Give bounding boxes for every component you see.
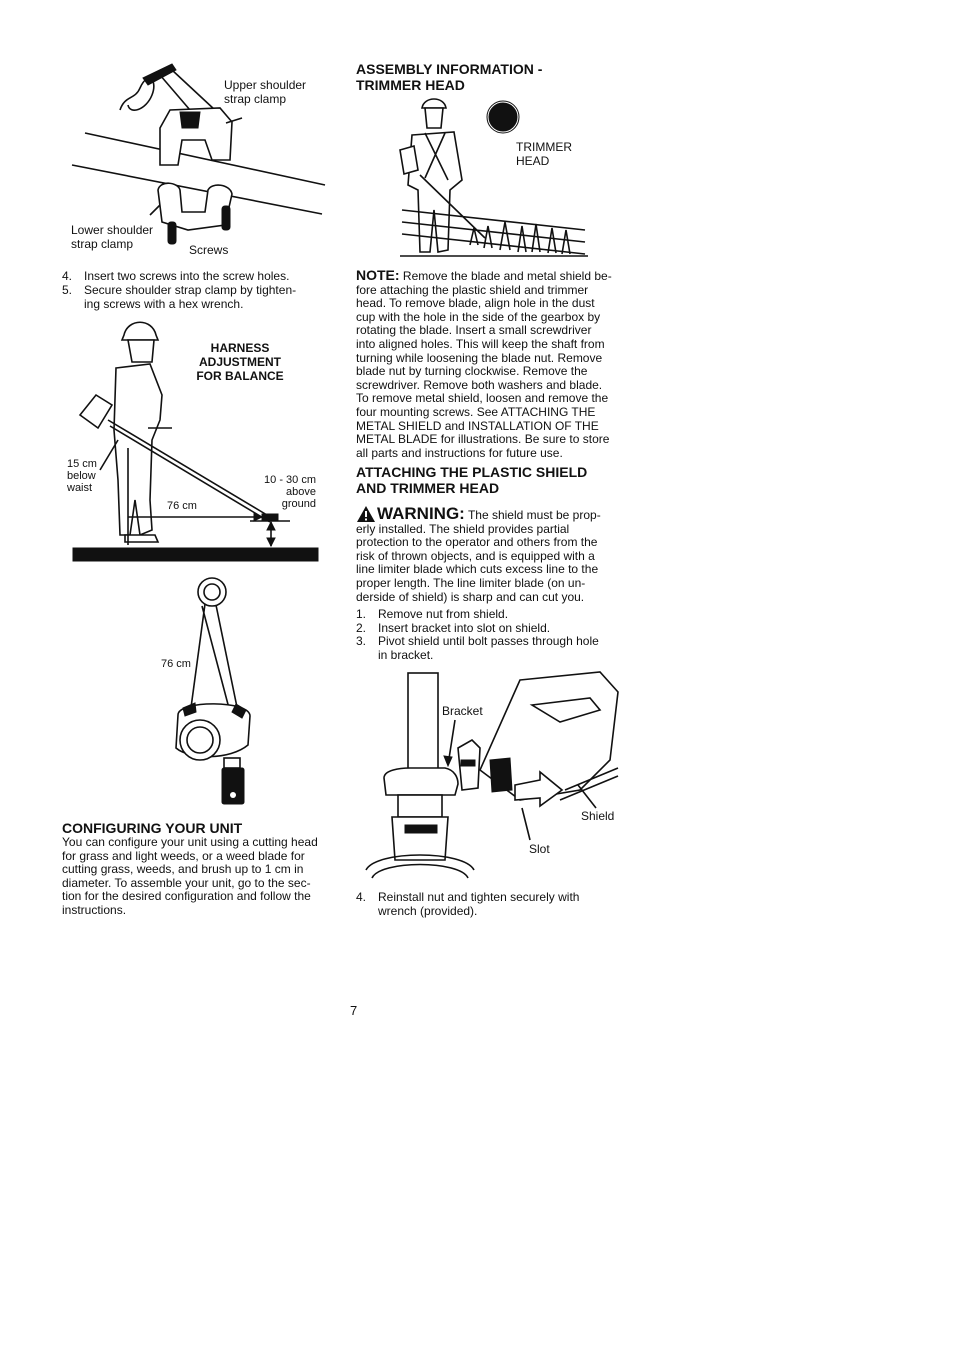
step-number: 1. — [356, 607, 367, 621]
configuring-line: tion for the desired configuration and follow the — [62, 889, 311, 904]
note-line: into aligned holes. This will keep the shaft from — [356, 336, 605, 351]
assembly-heading-line1: ASSEMBLY INFORMATION - — [356, 61, 543, 77]
attaching-heading-line1: ATTACHING THE PLASTIC SHIELD — [356, 464, 588, 480]
note-line: all parts and instructions for future use. — [356, 445, 563, 460]
step-text: Insert bracket into slot on shield. — [378, 621, 551, 635]
configuring-line: for grass and light weeds, or a weed blade for — [62, 848, 305, 863]
step-number: 2. — [356, 621, 367, 635]
note-label: NOTE: — [356, 267, 400, 283]
step-number: 5. — [62, 283, 73, 297]
lower-clamp-label-line1: Lower shoulder — [71, 223, 154, 237]
waist-label-line3: waist — [67, 482, 93, 494]
note-line: METAL SHIELD and INSTALLATION OF THE — [356, 418, 599, 433]
harness-title-line3: FOR BALANCE — [196, 369, 284, 383]
ground-label-line3: ground — [281, 498, 316, 510]
note-line: fore attaching the plastic shield and trimmer — [356, 282, 589, 297]
shield-step-4 — [356, 891, 620, 919]
ground-label-line2: above — [286, 486, 316, 498]
step-text: Insert two screws into the screw holes. — [84, 269, 290, 283]
step-text: Pivot shield until bolt passes through hole — [378, 634, 599, 648]
configuring-line: instructions. — [62, 902, 127, 917]
step-number: 4. — [62, 269, 73, 283]
warning-line: derside of shield) is sharp and can cut you. — [356, 589, 585, 604]
attaching-heading-line2: AND TRIMMER HEAD — [356, 480, 500, 496]
configuring-line: You can configure your unit using a cutting head — [62, 835, 318, 849]
note-line: head. To remove blade, align hole in the dust — [356, 296, 595, 311]
note-line: cup with the hole in the side of the gearbox by — [356, 309, 601, 324]
ground-label-line1: 10 - 30 cm — [264, 474, 316, 486]
harness-title-line2: ADJUSTMENT — [198, 355, 281, 369]
bracket-label: Bracket — [442, 704, 483, 718]
upper-clamp-label-line2: strap clamp — [224, 92, 287, 106]
step-text: Remove nut from shield. — [378, 607, 509, 621]
note-line: four mounting screws. See ATTACHING THE — [356, 404, 596, 419]
step-text: Reinstall nut and tighten securely with — [378, 890, 580, 904]
warning-label: WARNING: — [377, 504, 465, 523]
note-line: blade nut by turning clockwise. Remove the — [356, 364, 588, 379]
step-text-cont: ing screws with a hex wrench. — [84, 297, 244, 311]
warning-line: erly installed. The shield provides partial — [356, 521, 570, 536]
lower-clamp-label-line2: strap clamp — [71, 237, 134, 251]
shield-label: Shield — [581, 809, 615, 823]
step-text-cont: in bracket. — [378, 648, 434, 662]
warning-line: proper length. The line limiter blade (on un- — [356, 575, 586, 590]
configuring-line: cutting grass, weeds, and brush up to 1 cm in — [62, 862, 304, 877]
upper-clamp-label-line1: Upper shoulder — [224, 78, 307, 92]
screws-label: Screws — [189, 243, 229, 257]
note-line: rotating the blade. Insert a small screwdriver — [356, 323, 592, 338]
step-text: Secure shoulder strap clamp by tighten- — [84, 283, 297, 297]
configuring-line: diameter. To assemble your unit, go to the sec- — [62, 875, 311, 890]
harness-title-line1: HARNESS — [210, 341, 270, 355]
warning-line: risk of thrown objects, and is equipped with a — [356, 548, 595, 563]
configuring-heading: CONFIGURING YOUR UNIT — [62, 820, 243, 836]
top-view-distance-label: 76 cm — [161, 658, 191, 670]
warning-line: line limiter blade which cuts excess line to the — [356, 562, 599, 577]
trimmer-head-label-line1: TRIMMER — [516, 140, 572, 154]
page-number: 7 — [350, 1003, 358, 1018]
trimmer-head-label-line2: HEAD — [516, 154, 550, 168]
warning-line: protection to the operator and others from the — [356, 535, 598, 550]
waist-label-line1: 15 cm — [67, 458, 97, 470]
note-line: screwdriver. Remove both washers and blade. — [356, 377, 603, 392]
warning-line: The shield must be prop- — [467, 508, 601, 522]
note-line: turning while loosening the blade nut. Remove — [356, 350, 603, 365]
step-number: 3. — [356, 634, 367, 648]
step-text-cont: wrench (provided). — [378, 904, 478, 918]
assembly-heading-line2: TRIMMER HEAD — [356, 77, 465, 93]
note-line: METAL BLADE for illustrations. Be sure to store — [356, 432, 610, 447]
waist-label-line2: below — [67, 470, 96, 482]
note-line: Remove the blade and metal shield be- — [402, 269, 612, 283]
note-line: To remove metal shield, loosen and remove the — [356, 391, 609, 406]
slot-label: Slot — [529, 842, 550, 856]
step-number: 4. — [356, 890, 367, 904]
harness-distance-label: 76 cm — [167, 500, 197, 512]
